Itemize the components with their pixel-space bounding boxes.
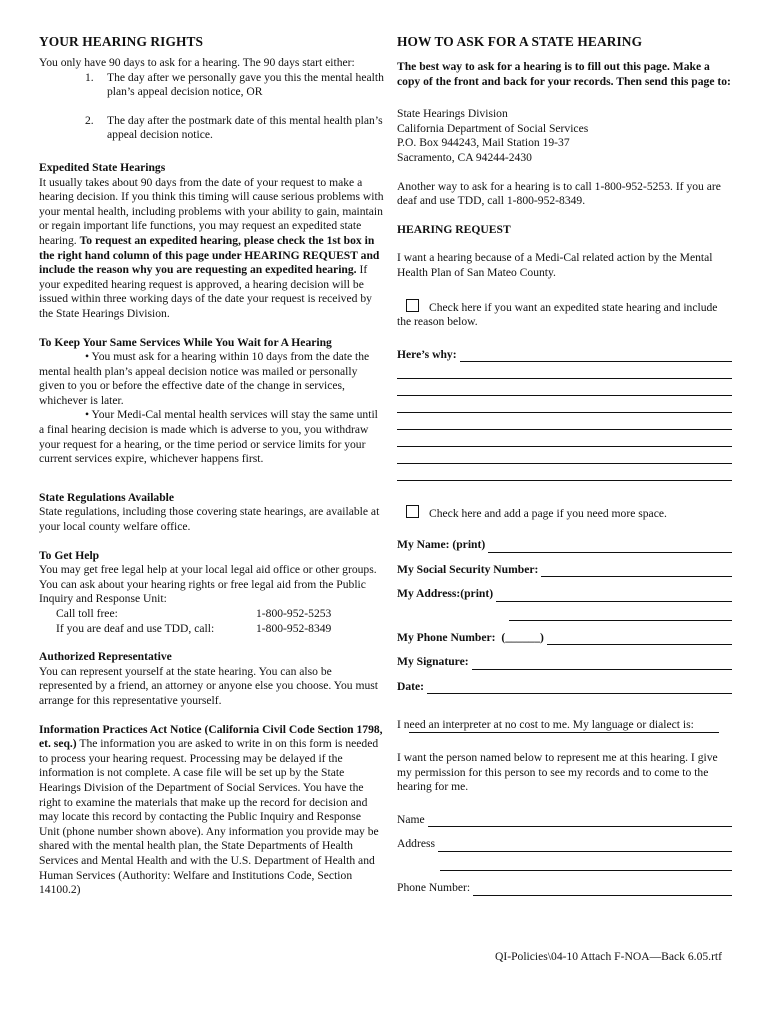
regulations-title: State Regulations Available xyxy=(39,490,175,504)
keep-bullet-1: • You must ask for a hearing within 10 days from the date the mental health plan’s appeal decision notice was mailed or personally given to you or before the effective date of the change in services, whichever is later. xyxy=(39,350,370,407)
privacy-notice: Information Practices Act Notice (California Civil Code Section 1798, et. seq.) The information you are asked to write in on this form is needed to process your hearing request. Processing may be delayed if the information is not complete. A case file will be set up by the State Hearings Division of the Department of Social Services. You have the right to examine the materials that make up the record for decision and may locate this record by contacting the Public Inquiry and Response Unit (phone number shown above). Any information you provide may be shared with the mental health plan, the State Departments of Health Services and Mental Health and with the U.S. Department of Health and Human Services (Authority: Welfare and Institutions Code, Section 14100.2) xyxy=(39,722,383,897)
rep-phone-field[interactable]: Phone Number: xyxy=(397,881,732,896)
toll-free-row: Call toll free: 1-800-952-5253 xyxy=(56,607,332,620)
tdd-row: If you are deaf and use TDD, call: 1-800-952-8349 xyxy=(56,621,332,635)
signature-field[interactable]: My Signature: xyxy=(397,655,732,670)
representative-text: You can represent yourself at the state hearing. You can also be represented by a friend, an attorney or anyone else you choose. You must arrange for this representative yourself. xyxy=(39,664,379,707)
footer-file-ref: QI-Policies\04-10 Attach F-NOA—Back 6.05.rtf xyxy=(495,950,723,963)
ssn-field[interactable]: My Social Security Number: xyxy=(397,563,732,578)
left-column xyxy=(39,34,384,898)
rep-address-field[interactable]: Address xyxy=(397,837,732,852)
address-field[interactable]: My Address:(print) xyxy=(397,587,732,602)
hearing-request-title: HEARING REQUEST xyxy=(397,222,511,236)
list-item: 2. The day after the postmark date of this mental health plan’s appeal decision notice. xyxy=(85,113,383,142)
expedite-option: Check here if you want an expedited state hearing and include the reason below. xyxy=(397,300,718,329)
represent-text: I want the person named below to represent me at this hearing. I give my permission for this person to see my records and to come to the hearing for me. xyxy=(397,751,718,794)
help-title: To Get Help xyxy=(39,548,100,562)
reason-line[interactable] xyxy=(397,464,732,481)
hearing-request-text: I want a hearing because of a Medi-Cal related action by the Mental Health Plan of San Mateo County. xyxy=(397,251,713,279)
interpreter-text: I need an interpreter at no cost to me. My language or dialect is: xyxy=(397,718,694,732)
keep-bullet-2: • Your Medi-Cal mental health services will stay the same until a final hearing decision is made which is adverse to you, you withdraw your request for a hearing, or the time period or service limits for your current services expire, whichever happens first. xyxy=(39,408,378,466)
rep-address-line-2[interactable] xyxy=(440,852,732,871)
rights-list xyxy=(39,71,384,143)
right-column xyxy=(397,34,732,896)
rights-intro: You only have 90 days to ask for a hearing. The 90 days start either: xyxy=(39,56,355,69)
expedited-title: Expedited State Hearings xyxy=(39,160,166,174)
list-item: 1. The day after we personally gave you this the mental health plan’s appeal decision notice, OR xyxy=(85,70,384,99)
help-text: You may get free legal help at your local legal aid office or other groups. You can ask about your hearing rights or free legal aid from the Public Inquiry and Response Unit: xyxy=(39,563,377,606)
representative-title: Authorized Representative xyxy=(39,650,172,664)
reason-line[interactable] xyxy=(397,396,732,413)
reason-line[interactable] xyxy=(397,379,732,396)
how-to-ask-text: The best way to ask for a hearing is to fill out this page. Make a copy of the front and back for your records. Then send this page to: xyxy=(397,60,731,88)
date-field[interactable]: Date: xyxy=(397,680,732,695)
hearing-rights-title: YOUR HEARING RIGHTS xyxy=(39,34,204,49)
regulations-text: State regulations, including those covering state hearings, are available at your local county welfare office. xyxy=(39,505,380,534)
more-space-option: Check here and add a page if you need more space. xyxy=(397,505,732,522)
how-to-ask-title: HOW TO ASK FOR A STATE HEARING xyxy=(397,34,643,49)
rep-name-field[interactable]: Name xyxy=(397,813,732,828)
reason-line[interactable] xyxy=(397,447,732,464)
phone-field[interactable]: My Phone Number: (______) xyxy=(397,631,732,646)
heres-why-field[interactable]: Here’s why : xyxy=(397,348,732,363)
name-field[interactable]: My Name: (print) xyxy=(397,538,732,553)
call-text: Another way to ask for a hearing is to call 1-800-952-5253. If you are deaf and use TDD, call 1-800-952-8349. xyxy=(397,179,721,208)
expedite-checkbox[interactable] xyxy=(406,299,419,312)
more-space-checkbox[interactable] xyxy=(406,505,419,518)
address-line-2[interactable] xyxy=(509,602,732,621)
mailing-address: State Hearings Division California Department of Social Services P.O. Box 944243, Mail Station 19-37 Sacramento, CA 94244-2430 xyxy=(397,107,589,164)
keep-services-title: To Keep Your Same Services While You Wait for A Hearing xyxy=(39,335,332,349)
expedited-text: It usually takes about 90 days from the date of your request to make a hearing decision. If you think this timing will cause serious problems with your mental health, including problems with your ability to gain, maintain or regain important life functions, you may request an expedited state hearing. To request an expedited hearing, please check the 1st box in the right hand column of this page under HEARING REQUEST and include the reason why you are requesting an expedited hearing. If your expedited hearing request is approved, a hearing decision will be issued within three working days of the date your request is received by the State Hearings Division. xyxy=(39,175,384,320)
reason-line[interactable] xyxy=(397,430,732,447)
reason-line[interactable] xyxy=(397,413,732,430)
reason-line[interactable] xyxy=(397,362,732,379)
